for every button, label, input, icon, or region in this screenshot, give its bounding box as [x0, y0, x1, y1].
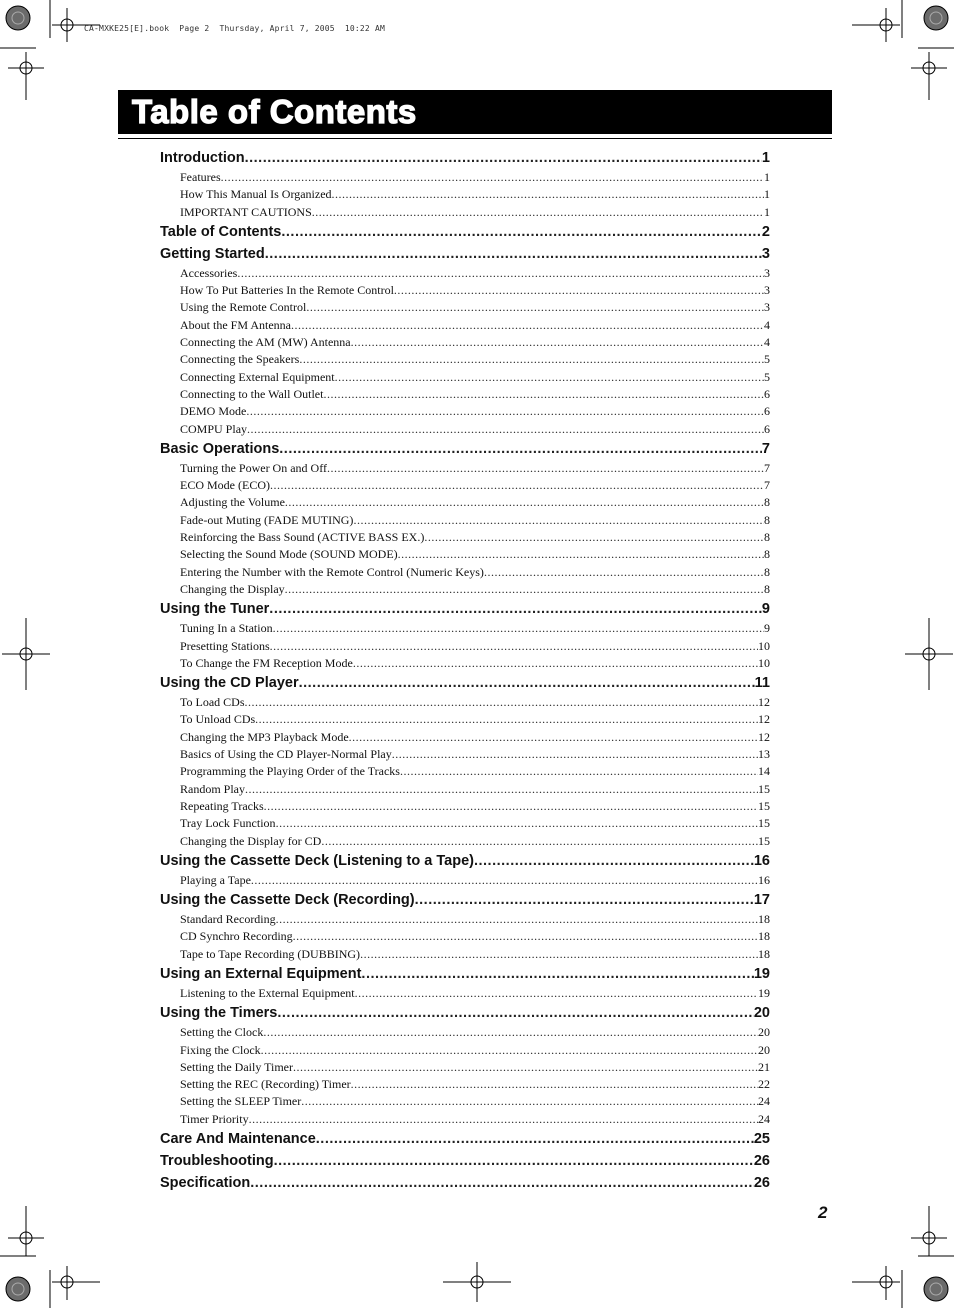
- toc-entry-page: 8: [764, 564, 770, 579]
- toc-entry-page: 18: [758, 946, 770, 961]
- toc-entry-title: To Load CDs: [180, 695, 245, 710]
- toc-section-page: 16: [753, 852, 770, 869]
- toc-entry-title: Connecting External Equipment: [180, 369, 335, 384]
- toc-entry-title: Programming the Playing Order of the Tracks: [180, 764, 400, 779]
- toc-section-page: 3: [761, 245, 770, 262]
- page-title: Table of Contents: [132, 93, 417, 130]
- crosshair-mark-bottom-center: [443, 1262, 511, 1302]
- crosshair-mark-bottom-right: [852, 1266, 900, 1300]
- toc-entry-page: 15: [758, 781, 770, 796]
- toc-section-page: 7: [761, 440, 770, 457]
- crosshair-mark-right-middle: [905, 618, 953, 690]
- toc-entry-page: 8: [764, 512, 770, 527]
- toc-section-title: Using an External Equipment: [160, 965, 362, 982]
- toc-section-title: Introduction: [160, 150, 245, 166]
- toc-section-page: 2: [761, 223, 770, 240]
- toc-section-page: 9: [761, 601, 770, 618]
- toc-section-title: Using the Cassette Deck (Listening to a Tape): [160, 852, 474, 869]
- toc-section-page: 1: [761, 150, 770, 166]
- toc-entry-title: Fixing the Clock: [180, 1042, 261, 1057]
- toc-entry-page: 8: [764, 547, 770, 562]
- toc-entry-page: 6: [764, 421, 770, 436]
- toc-entry-page: 19: [758, 985, 770, 1000]
- toc-entry-page: 18: [758, 929, 770, 944]
- toc-entry-title: DEMO Mode: [180, 404, 247, 419]
- toc-entry-title: To Change the FM Reception Mode: [180, 655, 353, 670]
- toc-entry-title: Timer Priority: [180, 1111, 249, 1126]
- toc-entry-title: How To Put Batteries In the Remote Control: [180, 283, 394, 298]
- toc-entry-title: Tuning In a Station: [180, 621, 273, 636]
- toc-entry-page: 22: [758, 1077, 770, 1092]
- toc-section-title: Basic Operations: [160, 440, 280, 457]
- crosshair-mark-left-upper: [8, 52, 44, 100]
- toc-entry-title: Connecting the AM (MW) Antenna: [180, 335, 351, 350]
- toc-section-page: 26: [753, 1175, 770, 1192]
- toc-entry-title: Reinforcing the Bass Sound (ACTIVE BASS EX.): [180, 530, 425, 545]
- toc-entry-page: 6: [764, 386, 770, 401]
- crosshair-mark-right-lower: [911, 1206, 947, 1256]
- toc-section-page: 17: [753, 892, 770, 909]
- toc-entry-page: 8: [764, 530, 770, 545]
- toc-entry-page: 1: [764, 187, 770, 202]
- toc-entry-title: Changing the MP3 Playback Mode: [180, 729, 349, 744]
- toc-entry-page: 24: [758, 1094, 770, 1109]
- toc-entry-title: Turning the Power On and Off: [180, 460, 327, 475]
- toc-entry-title: Presetting Stations: [180, 638, 270, 653]
- toc-section-title: Table of Contents: [160, 223, 282, 240]
- toc-entry-page: 1: [764, 204, 770, 219]
- toc-entry-title: Features: [180, 170, 221, 184]
- toc-entry-title: Tray Lock Function: [180, 816, 276, 831]
- toc-section-page: 19: [753, 965, 770, 982]
- crosshair-mark-right-upper: [911, 52, 947, 100]
- toc-entry-title: Standard Recording: [180, 912, 276, 927]
- print-header: CA-MXKE25[E].book Page 2 Thursday, April 7, 2005 10:22 AM: [84, 24, 385, 33]
- registration-disc-top-right: [924, 6, 948, 30]
- toc-section-title: Using the Cassette Deck (Recording): [160, 892, 415, 909]
- toc-section-page: 20: [753, 1005, 770, 1022]
- toc-section-title: Specification: [160, 1175, 251, 1192]
- crosshair-mark-left-lower: [8, 1206, 44, 1256]
- toc-entry-title: Listening to the External Equipment: [180, 985, 355, 1000]
- toc-entry-title: Tape to Tape Recording (DUBBING): [180, 946, 361, 961]
- toc-entry-page: 7: [764, 460, 770, 475]
- toc-entry-page: 5: [764, 369, 770, 384]
- toc-entry-page: 12: [758, 695, 770, 710]
- toc-entry-page: 4: [764, 317, 770, 332]
- toc-entry-page: 3: [764, 283, 770, 298]
- toc-entry-title: Basics of Using the CD Player-Normal Play: [180, 747, 392, 762]
- toc-entry-page: 18: [758, 912, 770, 927]
- toc-entry-page: 15: [758, 833, 770, 848]
- toc-section-title: Using the Tuner: [160, 601, 270, 618]
- toc-section-title: Using the CD Player: [160, 675, 299, 692]
- toc-entry-title: Adjusting the Volume: [180, 495, 285, 510]
- toc-entry-page: 1: [764, 170, 770, 184]
- toc-entry-page: 6: [764, 404, 770, 419]
- toc-entry-page: 8: [764, 495, 770, 510]
- toc-entry-title: Connecting the Speakers: [180, 352, 300, 367]
- toc-entry-title: How This Manual Is Organized: [180, 187, 332, 202]
- crosshair-mark-left-middle: [2, 618, 50, 690]
- toc-entry-page: 15: [758, 798, 770, 813]
- toc-entry-page: 20: [758, 1042, 770, 1057]
- toc-entry-title: Connecting to the Wall Outlet: [180, 386, 324, 401]
- toc-entry-page: 8: [764, 581, 770, 596]
- registration-disc-bottom-left: [6, 1277, 30, 1301]
- toc-entry-page: 9: [764, 621, 770, 636]
- toc-entry-page: 12: [758, 729, 770, 744]
- toc-entry-title: Changing the Display for CD: [180, 833, 322, 848]
- toc-section-title: Using the Timers: [160, 1005, 278, 1022]
- toc-entry-page: 13: [758, 747, 770, 762]
- toc-entry-page: 15: [758, 816, 770, 831]
- crosshair-mark-top-right: [852, 8, 900, 42]
- toc-entry-title: Setting the Daily Timer: [180, 1059, 294, 1074]
- toc-entry-title: Playing a Tape: [180, 872, 251, 887]
- toc-entry-title: Fade-out Muting (FADE MUTING): [180, 512, 354, 527]
- toc-entry-title: ECO Mode (ECO): [180, 478, 270, 493]
- toc-section-title: Getting Started: [160, 245, 265, 262]
- toc-entry-title: Selecting the Sound Mode (SOUND MODE): [180, 547, 398, 562]
- registration-disc-bottom-right: [924, 1277, 948, 1301]
- toc-entry-title: Setting the SLEEP Timer: [180, 1094, 302, 1109]
- toc-entry-page: 3: [764, 265, 770, 280]
- toc-entry-title: To Unload CDs: [180, 712, 256, 727]
- toc-entry-title: About the FM Antenna: [180, 317, 291, 332]
- toc-entry-title: Accessories: [180, 265, 238, 280]
- toc-entry-page: 7: [764, 478, 770, 493]
- toc-section-title: Care And Maintenance: [160, 1131, 316, 1148]
- toc-entry-title: CD Synchro Recording: [180, 929, 293, 944]
- toc-section-page: 11: [754, 675, 770, 692]
- toc-entry-title: COMPU Play: [180, 421, 248, 436]
- toc-entry-page: 16: [758, 872, 770, 887]
- toc-entry-page: 20: [758, 1025, 770, 1040]
- toc-section-page: 26: [753, 1153, 770, 1170]
- page-number: 2: [818, 1203, 828, 1222]
- toc-entry-page: 10: [758, 638, 770, 653]
- toc-entry-page: 12: [758, 712, 770, 727]
- toc-entry-page: 10: [758, 655, 770, 670]
- toc-entry-page: 21: [758, 1059, 770, 1074]
- toc-entry-page: 4: [764, 335, 770, 350]
- toc-entry-title: Setting the Clock: [180, 1025, 264, 1040]
- crosshair-mark-top-left: [52, 8, 100, 42]
- toc-entry-title: Using the Remote Control: [180, 300, 307, 315]
- toc-entry-page: 5: [764, 352, 770, 367]
- toc-entry-title: Changing the Display: [180, 581, 285, 596]
- toc-entry-page: 14: [758, 764, 770, 779]
- toc-entry-title: Repeating Tracks: [180, 798, 264, 813]
- toc-entry-page: 24: [758, 1111, 770, 1126]
- toc-entry-page: 3: [764, 300, 770, 315]
- toc-entry-title: Entering the Number with the Remote Control (Numeric Keys): [180, 564, 484, 579]
- crosshair-mark-bottom-left: [52, 1266, 100, 1300]
- toc-entry-title: Random Play: [180, 781, 245, 796]
- toc-entry-title: IMPORTANT CAUTIONS: [180, 204, 312, 219]
- registration-disc-top-left: [6, 6, 30, 30]
- toc-section-page: 25: [753, 1131, 770, 1148]
- toc-entry-title: Setting the REC (Recording) Timer: [180, 1077, 351, 1092]
- toc-section-title: Troubleshooting: [160, 1153, 274, 1170]
